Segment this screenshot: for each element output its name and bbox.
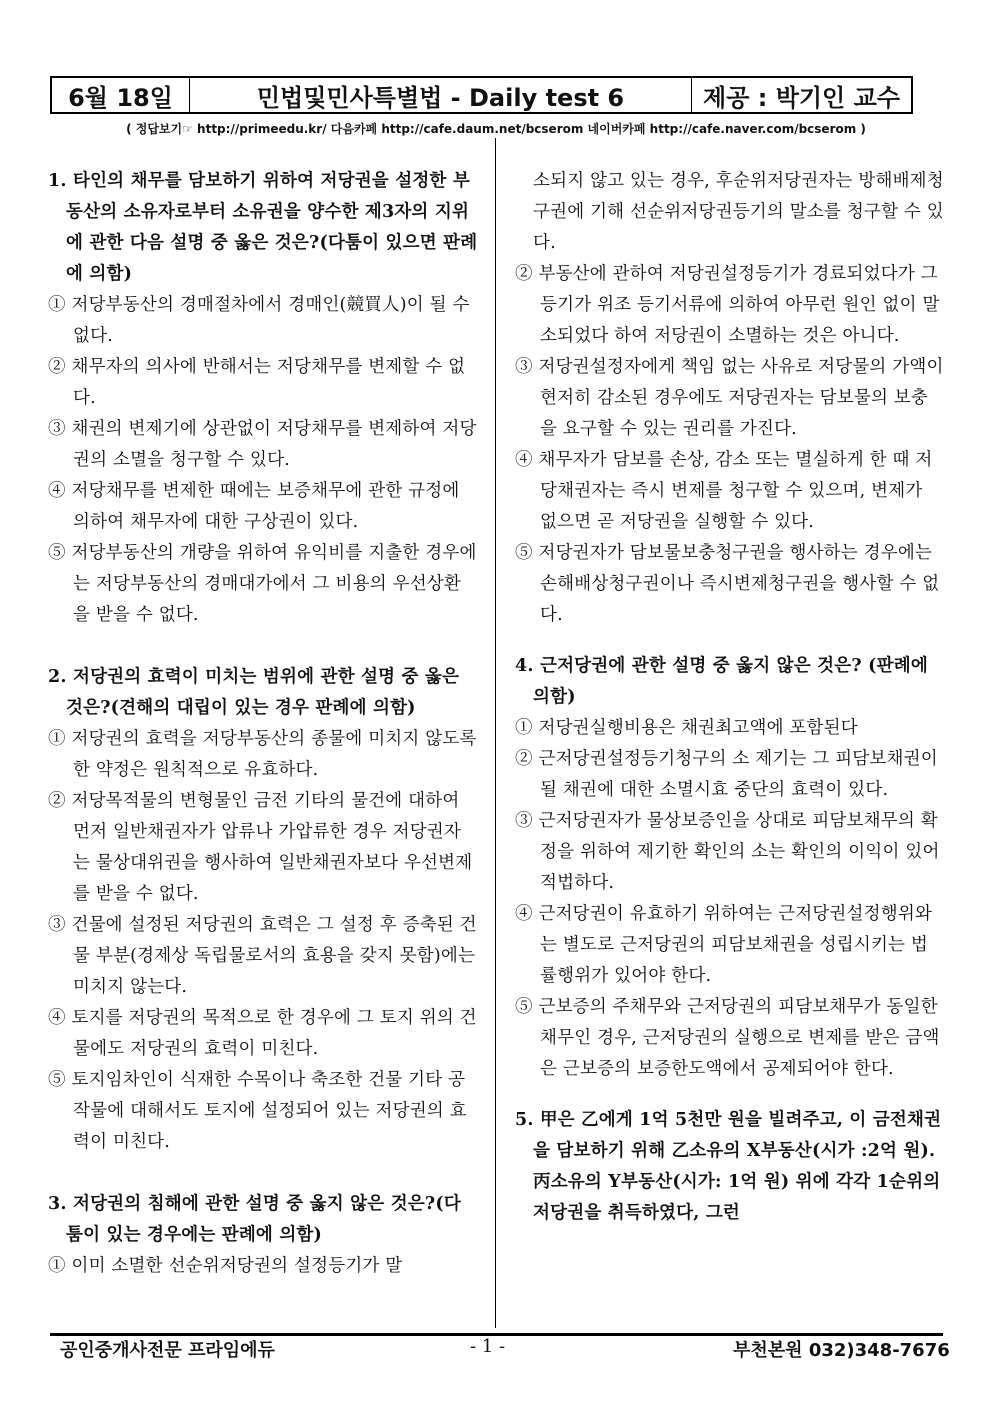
header-table (50, 76, 913, 114)
question-2-title: 2. 저당권의 효력이 미치는 범위에 관한 설명 중 옳은 것은?(견해의 대립이 있는 경우 판례에 의함) (48, 667, 460, 718)
footer-contact: 부천본원 032)348-7676 (733, 1340, 950, 1361)
q3-option-1-continued: 소되지 않고 있는 경우, 후순위저당권자는 방해배제청구권에 기해 선순위저당권등기의 말소를 청구할 수 있다. (533, 171, 944, 253)
q4-option-3: ③ 근저당권자가 물상보증인을 상대로 피담보채무의 확정을 위하여 제기한 확인의 소는 확인의 이익이 있어 적법하다. (515, 811, 940, 893)
provider: 제공 : 박기인 교수 (703, 83, 900, 112)
q3-option-4: ④ 채무자가 담보를 손상, 감소 또는 멸실하게 한 때 저당채권자는 즉시 변제를 청구할 수 있으며, 변제가 없으면 곧 저당권을 실행할 수 있다. (515, 450, 933, 532)
right-column (515, 166, 945, 1229)
q3-option-3: ③ 저당권설정자에게 책임 없는 사유로 저당물의 가액이 현저히 감소된 경우에도 저당권자는 담보물의 보충을 요구할 수 있는 권리를 가진다. (515, 357, 944, 439)
q2-option-5: ⑤ 토지임차인이 식재한 수목이나 축조한 건물 기타 공작물에 대해서도 토지에 설정되어 있는 저당권의 효력이 미친다. (48, 1070, 467, 1152)
q3-option-1: ① 이미 소멸한 선순위저당권의 설정등기가 말 (48, 1256, 403, 1276)
reference-links: ( 정답보기☞ http://primeedu.kr/ 다음카페 http://cafe.daum.net/bcserom 네이버카페 http://cafe.naver.com/bcserom ) (126, 122, 866, 136)
question-4-title: 4. 근저당권에 관한 설명 중 옳지 않은 것은? (판례에 의함) (515, 656, 928, 707)
test-title: 민법및민사특별법 - Daily test 6 (190, 78, 692, 112)
q1-option-2: ② 채무자의 의사에 반해서는 저당채무를 변제할 수 없다. (48, 357, 466, 408)
left-column (48, 166, 478, 1282)
q3-option-2: ② 부동산에 관하여 저당권설정등기가 경료되었다가 그 등기가 위조 등기서류에 의하여 아무런 원인 없이 말소되었다 하여 저당권이 소멸하는 것은 아니다. (515, 264, 940, 346)
q4-option-5: ⑤ 근보증의 주채무와 근저당권의 피담보채무가 동일한 채무인 경우, 근저당권의 실행으로 변제를 받은 금액은 근보증의 보증한도액에서 공제되어야 한다. (515, 997, 940, 1079)
q1-option-3: ③ 채권의 변제기에 상관없이 저당채무를 변제하여 저당권의 소멸을 청구할 수 있다. (48, 419, 477, 470)
question-3-title: 3. 저당권의 침해에 관한 설명 중 옳지 않은 것은?(다툼이 있는 경우에는 판례에 의함) (48, 1194, 461, 1245)
q1-option-5: ⑤ 저당부동산의 개량을 위하여 유익비를 지출한 경우에는 저당부동산의 경매대가에서 그 비용의 우선상환을 받을 수 없다. (48, 543, 477, 625)
question-1-title: 1. 타인의 채무를 담보하기 위하여 저당권을 설정한 부동산의 소유자로부터 소유권을 양수한 제3자의 지위에 관한 다음 설명 중 옳은 것은?(다툼이 있으면 판례에 의함) (48, 171, 478, 284)
q2-option-3: ③ 건물에 설정된 저당권의 효력은 그 설정 후 증축된 건물 부분(경제상 독립물로서의 효용을 갖지 못함)에는 미치지 않는다. (48, 915, 477, 997)
q4-option-1: ① 저당권실행비용은 채권최고액에 포함된다 (515, 718, 858, 738)
q3-option-5: ⑤ 저당권자가 담보물보충청구권을 행사하는 경우에는 손해배상청구권이나 즉시변제청구권을 행사할 수 없다. (515, 543, 940, 625)
q2-option-1: ① 저당권의 효력을 저당부동산의 종물에 미치지 않도록 한 약정은 원칙적으로 유효하다. (48, 729, 477, 780)
column-divider (495, 138, 496, 1328)
q1-option-4: ④ 저당채무를 변제한 때에는 보증채무에 관한 규정에 의하여 채무자에 대한 구상권이 있다. (48, 481, 460, 532)
q4-option-2: ② 근저당권설정등기청구의 소 제기는 그 피담보채권이 될 채권에 대한 소멸시효 중단의 효력이 있다. (515, 749, 938, 800)
question-5-title: 5. 甲은 乙에게 1억 5천만 원을 빌려주고, 이 금전채권을 담보하기 위해 乙소유의 X부동산(시가 :2억 원). 丙소유의 Y부동산(시가: 1억 원) 위에 각각 1순위의 저당권을 취득하였다, 그런 (515, 1110, 942, 1223)
footer-academy: 공인중개사전문 프라임에듀 (60, 1340, 275, 1361)
q2-option-4: ④ 토지를 저당권의 목적으로 한 경우에 그 토지 위의 건물에도 저당권의 효력이 미친다. (48, 1008, 477, 1059)
q1-option-1: ① 저당부동산의 경매절차에서 경매인(競買人)이 될 수 없다. (48, 295, 470, 346)
q2-option-2: ② 저당목적물의 변형물인 금전 기타의 물건에 대하여 먼저 일반채권자가 압류나 가압류한 경우 저당권자는 물상대위권을 행사하여 일반채권자보다 우선변제를 받을 수 없다. (48, 791, 473, 904)
test-date: 6월 18일 (52, 78, 190, 112)
q4-option-4: ④ 근저당권이 유효하기 위하여는 근저당권설정행위와는 별도로 근저당권의 피담보채권을 성립시키는 법률행위가 있어야 한다. (515, 904, 933, 986)
page-number: - 1 - (470, 1336, 506, 1357)
